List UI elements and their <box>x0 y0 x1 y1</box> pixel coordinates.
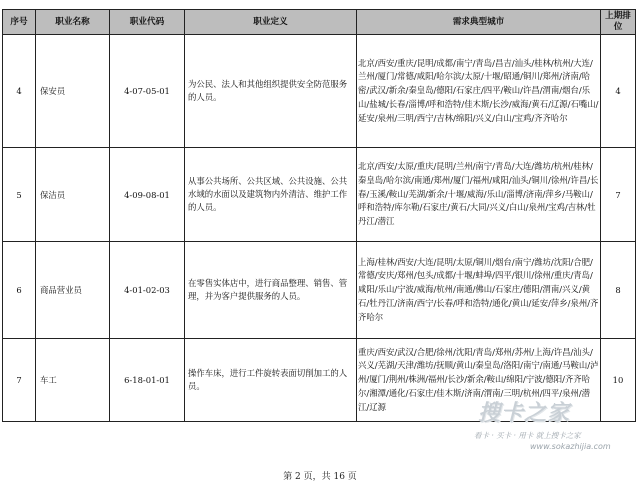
header-name: 职业名称 <box>36 10 110 35</box>
row-typical-cities: 北京/西安/太原/重庆/昆明/兰州/南宁/青岛/大连/潍坊/杭州/桂林/秦皇岛/哈尔滨/南通/郑州/厦门/福州/咸阳/汕头/铜川/徐州/许昌/长春/玉溪/鞍山/芜湖/新余/十堰/威海/乐山/淄博/济南/萍乡/马鞍山/呼和浩特/库尔勒/石家庄/黄石/大同/兴义/白山/泉州/宝鸡/吉林/牡丹江/潜江 <box>357 148 601 242</box>
row-typical-cities: 北京/西安/重庆/昆明/成都/南宁/青岛/昌吉/汕头/桂林/杭州/大连/兰州/厦门/常德/咸阳/哈尔滨/太原/十堰/昭通/铜川/郑州/济南/哈密/武汉/新余/秦皇岛/德阳/石家庄/四平/鞍山/许昌/渭南/烟台/乐山/盐城/长春/淄博/呼和浩特/佳木斯/长沙/威海/黄石/辽源/石嘴山/延安/泉州/三明/西宁/吉林/绵阳/兴义/白山/宝鸡/齐齐哈尔 <box>357 35 601 148</box>
header-cities: 需求典型城市 <box>357 10 601 35</box>
row-job-definition: 从事公共场所、公共区域、公共设施、公共水域的水面以及建筑物内外清洁、维护工作的人员。 <box>185 148 357 242</box>
header-code: 职业代码 <box>110 10 185 35</box>
job-demand-table <box>2 9 636 422</box>
row-job-definition: 为公民、法人和其他组织提供安全防范服务的人员。 <box>185 35 357 148</box>
row-previous-rank: 7 <box>601 148 636 242</box>
row-job-definition: 操作车床，进行工件旋转表面切削加工的人员。 <box>185 339 357 422</box>
watermark-brand: 搜卡之家 <box>478 401 571 426</box>
header-rank: 上期排位 <box>601 10 636 35</box>
row-typical-cities: 上海/桂林/西安/大连/昆明/太原/铜川/烟台/南宁/潍坊/沈阳/合肥/常德/安庆/郑州/包头/成都/十堰/蚌埠/四平/银川/徐州/重庆/青岛/咸阳/乐山/宁波/威海/杭州/南通/佛山/石家庄/德阳/渭南/兴义/黄石/牡丹江/济南/西宁/长春/呼和浩特/通化/黄山/延安/萍乡/泉州/齐齐哈尔 <box>357 242 601 339</box>
row-index: 6 <box>3 242 36 339</box>
row-job-definition: 在零售实体店中，进行商品整理、销售、管理，并为客户提供服务的人员。 <box>185 242 357 339</box>
row-job-code: 4-01-02-03 <box>110 242 185 339</box>
watermark-slogan: 看卡 · 买卡 · 用卡 就上搜卡之家 <box>474 431 581 440</box>
header-definition: 职业定义 <box>185 10 357 35</box>
row-job-code: 6-18-01-01 <box>110 339 185 422</box>
row-previous-rank: 8 <box>601 242 636 339</box>
row-typical-cities: 重庆/西安/武汉/合肥/徐州/沈阳/青岛/郑州/苏州/上海/许昌/汕头/兴义/芜湖/天津/潍坊/抚顺/黄山/秦皇岛/洛阳/南宁/南通/马鞍山/泸州/厦门/荆州/株洲/福州/长沙/新余/鞍山/绵阳/宁波/德阳/齐齐哈尔/湘潭/通化/石家庄/佳木斯/济南/渭南/三明/杭州/四平/泉州/潜江/辽源 <box>357 339 601 422</box>
table-row <box>3 148 636 242</box>
row-job-name: 车工 <box>36 339 110 422</box>
row-job-name: 商品营业员 <box>36 242 110 339</box>
row-index: 5 <box>3 148 36 242</box>
page-number: 第 2 页，共 16 页 <box>283 472 357 482</box>
watermark-url: www.sokazhijia.com <box>530 442 611 451</box>
table-header-row <box>3 10 636 35</box>
row-index: 7 <box>3 339 36 422</box>
table-row <box>3 35 636 148</box>
row-job-code: 4-09-08-01 <box>110 148 185 242</box>
row-job-code: 4-07-05-01 <box>110 35 185 148</box>
site-watermark <box>470 394 640 454</box>
header-index: 序号 <box>3 10 36 35</box>
row-job-name: 保洁员 <box>36 148 110 242</box>
row-index: 4 <box>3 35 36 148</box>
table-row <box>3 242 636 339</box>
row-previous-rank: 10 <box>601 339 636 422</box>
row-job-name: 保安员 <box>36 35 110 148</box>
row-previous-rank: 4 <box>601 35 636 148</box>
